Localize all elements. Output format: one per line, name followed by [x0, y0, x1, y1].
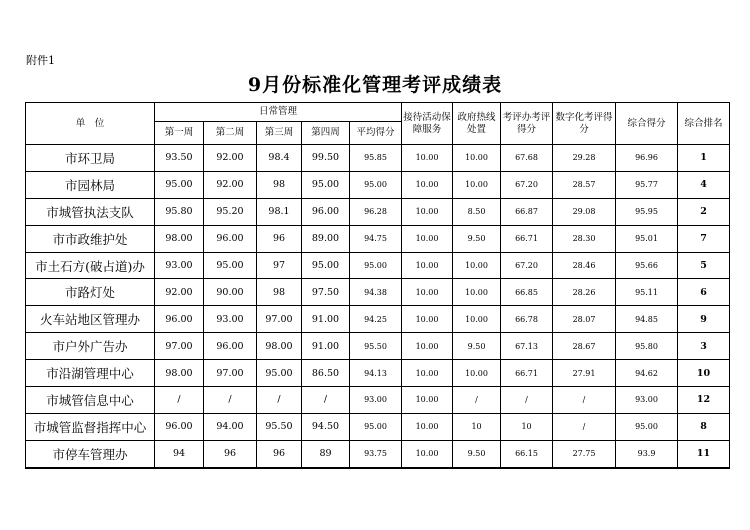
week-1-cell: 95.80: [155, 198, 204, 225]
average-cell: 94.25: [350, 306, 402, 333]
hotline-cell: 8.50: [453, 198, 501, 225]
reception-cell: 10.00: [402, 252, 453, 279]
table-row: [26, 198, 730, 225]
average-cell: 95.85: [350, 145, 402, 172]
header-total: 综合得分: [616, 103, 678, 145]
hotline-cell: 10.00: [453, 252, 501, 279]
total-cell: 95.77: [616, 171, 678, 198]
digital-eval-cell: 28.07: [553, 306, 616, 333]
week-4-cell: 95.00: [302, 171, 350, 198]
week-4-cell: 86.50: [302, 360, 350, 387]
hotline-cell: 9.50: [453, 440, 501, 467]
hotline-cell: 10.00: [453, 171, 501, 198]
hotline-cell: 10.00: [453, 145, 501, 172]
rank-cell: 9: [678, 306, 730, 333]
reception-cell: 10.00: [402, 306, 453, 333]
unit-cell: 市路灯处: [26, 279, 155, 306]
hotline-cell: 10.00: [453, 306, 501, 333]
week-2-cell: 96.00: [204, 225, 257, 252]
week-2-cell: /: [204, 387, 257, 414]
week-4-cell: 89.00: [302, 225, 350, 252]
week-1-cell: 97.00: [155, 333, 204, 360]
digital-eval-cell: 29.08: [553, 198, 616, 225]
week-1-cell: 94: [155, 440, 204, 467]
header-row-top: [26, 103, 730, 122]
week-1-cell: 93.50: [155, 145, 204, 172]
table-row: [26, 252, 730, 279]
office-eval-cell: 66.85: [501, 279, 553, 306]
office-eval-cell: 67.68: [501, 145, 553, 172]
table-row: [26, 279, 730, 306]
week-1-cell: 95.00: [155, 171, 204, 198]
week-3-cell: 98.1: [257, 198, 302, 225]
office-eval-cell: 10: [501, 413, 553, 440]
reception-cell: 10.00: [402, 413, 453, 440]
week-2-cell: 96: [204, 440, 257, 467]
unit-cell: 火车站地区管理办: [26, 306, 155, 333]
week-4-cell: 95.00: [302, 252, 350, 279]
total-cell: 93.00: [616, 387, 678, 414]
hotline-cell: 10: [453, 413, 501, 440]
average-cell: 95.00: [350, 413, 402, 440]
week-4-cell: 89: [302, 440, 350, 467]
digital-eval-cell: 27.75: [553, 440, 616, 467]
hotline-cell: /: [453, 387, 501, 414]
week-2-cell: 94.00: [204, 413, 257, 440]
week-2-cell: 97.00: [204, 360, 257, 387]
unit-cell: 市园林局: [26, 171, 155, 198]
table-row: [26, 413, 730, 440]
week-4-cell: 96.00: [302, 198, 350, 225]
office-eval-cell: 67.20: [501, 252, 553, 279]
table-row: [26, 306, 730, 333]
average-cell: 93.75: [350, 440, 402, 467]
week-2-cell: 92.00: [204, 171, 257, 198]
office-eval-cell: 66.87: [501, 198, 553, 225]
total-cell: 95.00: [616, 413, 678, 440]
unit-cell: 市环卫局: [26, 145, 155, 172]
rank-cell: 5: [678, 252, 730, 279]
week-3-cell: 96: [257, 225, 302, 252]
rank-cell: 8: [678, 413, 730, 440]
week-2-cell: 96.00: [204, 333, 257, 360]
table-row: [26, 440, 730, 467]
table-row: [26, 387, 730, 414]
week-4-cell: 97.50: [302, 279, 350, 306]
reception-cell: 10.00: [402, 171, 453, 198]
digital-eval-cell: 28.57: [553, 171, 616, 198]
rank-cell: 12: [678, 387, 730, 414]
rank-cell: 6: [678, 279, 730, 306]
total-cell: 95.11: [616, 279, 678, 306]
week-3-cell: 98: [257, 279, 302, 306]
table-row: [26, 171, 730, 198]
average-cell: 96.28: [350, 198, 402, 225]
digital-eval-cell: 27.91: [553, 360, 616, 387]
week-1-cell: 96.00: [155, 306, 204, 333]
header-unit: 单 位: [26, 103, 155, 145]
week-3-cell: 97.00: [257, 306, 302, 333]
header-week-2: 第二周: [204, 122, 257, 145]
week-2-cell: 90.00: [204, 279, 257, 306]
week-3-cell: 95.00: [257, 360, 302, 387]
hotline-cell: 10.00: [453, 360, 501, 387]
office-eval-cell: 66.71: [501, 225, 553, 252]
digital-eval-cell: /: [553, 413, 616, 440]
office-eval-cell: 67.13: [501, 333, 553, 360]
average-cell: 94.75: [350, 225, 402, 252]
rank-cell: 4: [678, 171, 730, 198]
reception-cell: 10.00: [402, 198, 453, 225]
reception-cell: 10.00: [402, 145, 453, 172]
header-reception: 接待活动保障服务: [402, 103, 453, 145]
week-2-cell: 92.00: [204, 145, 257, 172]
header-daily-management: 日常管理: [155, 103, 402, 122]
reception-cell: 10.00: [402, 387, 453, 414]
document-title: 9月份标准化管理考评成绩表: [247, 74, 503, 96]
total-cell: 94.85: [616, 306, 678, 333]
rank-cell: 3: [678, 333, 730, 360]
week-3-cell: 98: [257, 171, 302, 198]
header-hotline: 政府热线处置: [453, 103, 501, 145]
week-4-cell: 91.00: [302, 333, 350, 360]
average-cell: 94.13: [350, 360, 402, 387]
total-cell: 96.96: [616, 145, 678, 172]
rank-cell: 7: [678, 225, 730, 252]
table-row: [26, 225, 730, 252]
unit-cell: 市停车管理办: [26, 440, 155, 467]
unit-cell: 市户外广告办: [26, 333, 155, 360]
week-1-cell: 96.00: [155, 413, 204, 440]
unit-cell: 市土石方(破占道)办: [26, 252, 155, 279]
header-digital-eval: 数字化考评得分: [553, 103, 616, 145]
rank-cell: 10: [678, 360, 730, 387]
reception-cell: 10.00: [402, 225, 453, 252]
digital-eval-cell: /: [553, 387, 616, 414]
rank-cell: 1: [678, 145, 730, 172]
week-2-cell: 95.00: [204, 252, 257, 279]
week-2-cell: 95.20: [204, 198, 257, 225]
digital-eval-cell: 29.28: [553, 145, 616, 172]
week-2-cell: 93.00: [204, 306, 257, 333]
week-3-cell: 98.00: [257, 333, 302, 360]
total-cell: 95.95: [616, 198, 678, 225]
unit-cell: 市沿湖管理中心: [26, 360, 155, 387]
table-row: [26, 360, 730, 387]
week-3-cell: 98.4: [257, 145, 302, 172]
office-eval-cell: 66.78: [501, 306, 553, 333]
average-cell: 95.00: [350, 252, 402, 279]
attachment-label: 附件1: [26, 54, 55, 67]
average-cell: 95.50: [350, 333, 402, 360]
week-1-cell: 93.00: [155, 252, 204, 279]
total-cell: 95.80: [616, 333, 678, 360]
reception-cell: 10.00: [402, 279, 453, 306]
total-cell: 95.01: [616, 225, 678, 252]
average-cell: 93.00: [350, 387, 402, 414]
header-week-1: 第一周: [155, 122, 204, 145]
week-3-cell: 96: [257, 440, 302, 467]
hotline-cell: 9.50: [453, 333, 501, 360]
reception-cell: 10.00: [402, 360, 453, 387]
table-row: [26, 145, 730, 172]
total-cell: 94.62: [616, 360, 678, 387]
office-eval-cell: 66.15: [501, 440, 553, 467]
average-cell: 95.00: [350, 171, 402, 198]
table-row: [26, 333, 730, 360]
week-4-cell: /: [302, 387, 350, 414]
header-average: 平均得分: [350, 122, 402, 145]
unit-cell: 市城管信息中心: [26, 387, 155, 414]
week-3-cell: 97: [257, 252, 302, 279]
week-1-cell: 98.00: [155, 360, 204, 387]
week-1-cell: /: [155, 387, 204, 414]
unit-cell: 市市政维护处: [26, 225, 155, 252]
unit-cell: 市城管执法支队: [26, 198, 155, 225]
week-4-cell: 91.00: [302, 306, 350, 333]
office-eval-cell: /: [501, 387, 553, 414]
digital-eval-cell: 28.26: [553, 279, 616, 306]
office-eval-cell: 67.20: [501, 171, 553, 198]
table-body: [26, 145, 730, 468]
header-rank: 综合排名: [678, 103, 730, 145]
rank-cell: 11: [678, 440, 730, 467]
reception-cell: 10.00: [402, 440, 453, 467]
header-week-4: 第四周: [302, 122, 350, 145]
office-eval-cell: 66.71: [501, 360, 553, 387]
week-3-cell: 95.50: [257, 413, 302, 440]
average-cell: 94.38: [350, 279, 402, 306]
digital-eval-cell: 28.67: [553, 333, 616, 360]
hotline-cell: 9.50: [453, 225, 501, 252]
week-1-cell: 98.00: [155, 225, 204, 252]
week-4-cell: 94.50: [302, 413, 350, 440]
total-cell: 95.66: [616, 252, 678, 279]
total-cell: 93.9: [616, 440, 678, 467]
hotline-cell: 10.00: [453, 279, 501, 306]
week-1-cell: 92.00: [155, 279, 204, 306]
header-week-3: 第三周: [257, 122, 302, 145]
digital-eval-cell: 28.46: [553, 252, 616, 279]
week-4-cell: 99.50: [302, 145, 350, 172]
unit-cell: 市城管监督指挥中心: [26, 413, 155, 440]
week-3-cell: /: [257, 387, 302, 414]
header-office-eval: 考评办考评得分: [501, 103, 553, 145]
reception-cell: 10.00: [402, 333, 453, 360]
score-table: [25, 102, 730, 469]
digital-eval-cell: 28.30: [553, 225, 616, 252]
rank-cell: 2: [678, 198, 730, 225]
